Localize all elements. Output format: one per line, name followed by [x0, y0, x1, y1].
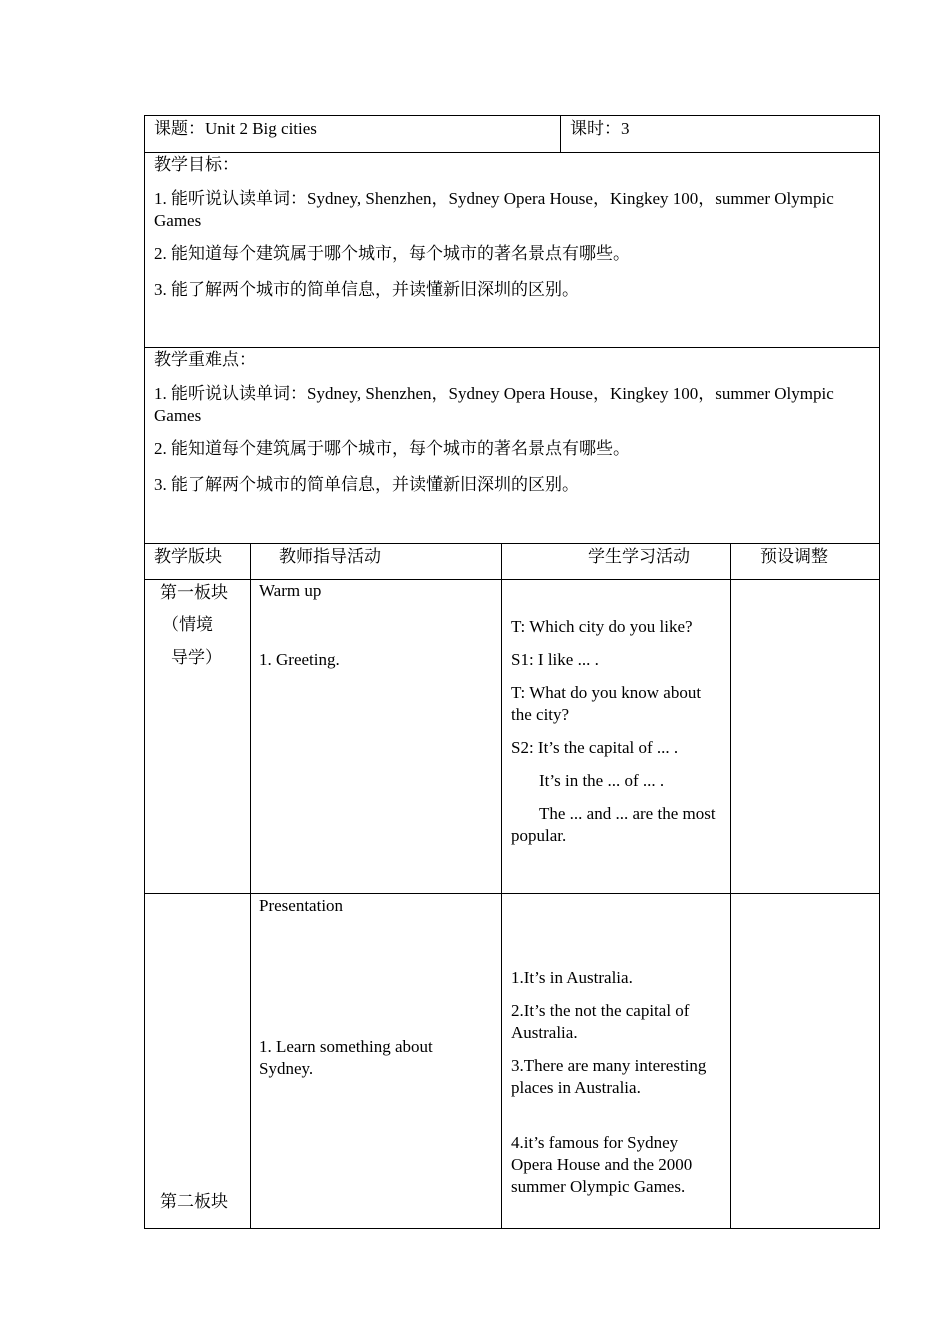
- rule-objectives-bottom: [144, 347, 880, 348]
- rule-col3-divider: [730, 543, 731, 1229]
- rule-column-header-bottom: [144, 579, 880, 580]
- row1-student-line-5: It’s in the ... of ... .: [539, 771, 665, 790]
- col-header-module: 教学版块: [154, 547, 222, 566]
- row1-teacher-title: Warm up: [259, 581, 322, 600]
- row1-student-line-2: S1: I like ... .: [511, 650, 599, 669]
- row1-student-line-6: The ... and ... are the most popular.: [511, 804, 716, 845]
- objective-item-3: 3. 能了解两个城市的简单信息，并读懂新旧深圳的区别。: [154, 280, 579, 299]
- objective-item-1: 1. 能听说认读单词：Sydney, Shenzhen，Sydney Opera House，Kingkey 100，summer Olympic Games: [154, 189, 834, 230]
- row2-student-line-3: 3.There are many interesting places in Australia.: [511, 1056, 707, 1097]
- row2-student-line-1: 1.It’s in Australia.: [511, 968, 633, 987]
- col-header-adjust: 预设调整: [760, 547, 828, 566]
- row1-module-line-3: 导学）: [171, 648, 222, 667]
- row1-module-line-1: 第一板块: [160, 583, 228, 602]
- row2-module-line-1: 第二板块: [160, 1192, 228, 1211]
- rule-col1-divider: [250, 543, 251, 1229]
- col-header-teacher: 教师指导活动: [279, 547, 381, 566]
- row1-student-line-1: T: Which city do you like?: [511, 617, 693, 636]
- rule-header-divider: [560, 115, 561, 152]
- rule-row1-bottom: [144, 893, 880, 894]
- row1-teacher-item: 1. Greeting.: [259, 650, 340, 669]
- lesson-period: 课时：3: [570, 119, 630, 138]
- keypoint-item-2: 2. 能知道每个建筑属于哪个城市，每个城市的著名景点有哪些。: [154, 439, 630, 458]
- rule-col2-divider: [501, 543, 502, 1229]
- row1-module-line-2: （情境: [162, 615, 213, 634]
- row2-student-line-4: 4.it’s famous for Sydney Opera House and the 2000 summer Olympic Games.: [511, 1133, 693, 1196]
- rule-header-bottom: [144, 152, 880, 153]
- row2-teacher-item: 1. Learn something about Sydney.: [259, 1037, 433, 1078]
- keypoint-item-3: 3. 能了解两个城市的简单信息，并读懂新旧深圳的区别。: [154, 475, 579, 494]
- col-header-student: 学生学习活动: [588, 547, 690, 566]
- row1-student-line-4: S2: It’s the capital of ... .: [511, 738, 679, 757]
- rule-keypoints-bottom: [144, 543, 880, 544]
- row2-student-line-2: 2.It’s the not the capital of Australia.: [511, 1001, 690, 1042]
- objective-item-2: 2. 能知道每个建筑属于哪个城市，每个城市的著名景点有哪些。: [154, 244, 630, 263]
- objectives-title: 教学目标：: [154, 155, 239, 174]
- row2-teacher-title: Presentation: [259, 896, 344, 915]
- keypoint-item-1: 1. 能听说认读单词：Sydney, Shenzhen，Sydney Opera House，Kingkey 100，summer Olympic Games: [154, 384, 834, 425]
- row1-student-line-3: T: What do you know about the city?: [511, 683, 702, 724]
- keypoints-title: 教学重难点：: [154, 350, 256, 369]
- lesson-topic: 课题：Unit 2 Big cities: [154, 119, 317, 138]
